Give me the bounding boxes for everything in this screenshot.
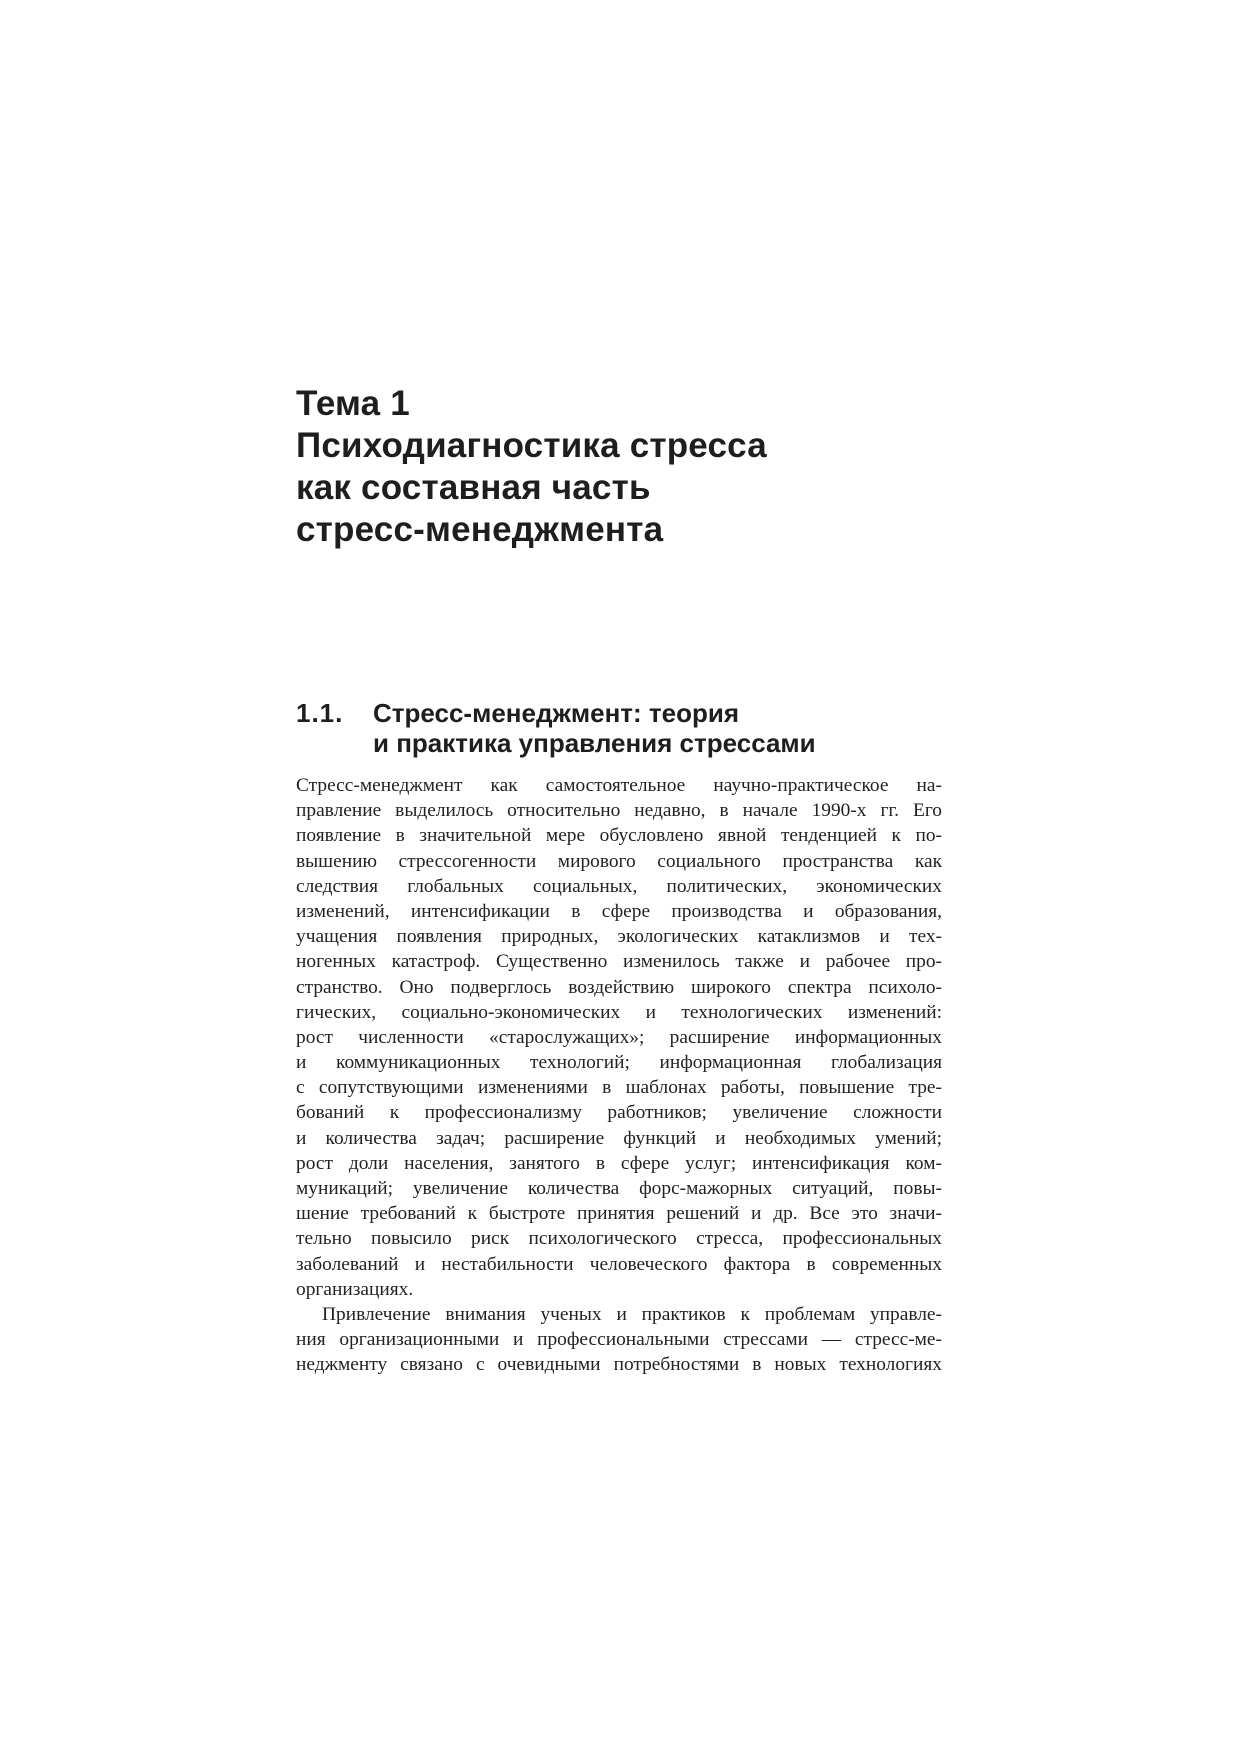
body-text <box>296 773 942 1378</box>
paragraph <box>296 1302 942 1378</box>
text-line: Привлечение внимания ученых и практиков к проблемам управле- <box>322 1303 942 1325</box>
text-line: тельно повысило риск психологического стресса, профессиональных <box>296 1228 942 1250</box>
text-line: странство. Оно подверглось воздействию широкого спектра психоло- <box>296 976 942 998</box>
text-line: с сопутствующими изменениями в шаблонах работы, повышение тре- <box>296 1077 942 1099</box>
section-title-line: Стресс-менеджмент: теория <box>373 698 740 728</box>
text-line: бований к профессионализму работников; увеличение сложности <box>296 1102 942 1124</box>
section-number: 1.1. <box>296 698 344 728</box>
text-line: изменений, интенсификации в сфере производства и образования, <box>296 900 942 922</box>
chapter-heading-line: как составная часть <box>296 468 651 507</box>
chapter-heading-line: Психодиагностика стресса <box>296 426 767 465</box>
text-line: следствия глобальных социальных, политических, экономических <box>296 875 942 897</box>
text-line: и количества задач; расширение функций и необходимых умений; <box>296 1127 942 1149</box>
text-line: рост доли населения, занятого в сфере услуг; интенсификация ком- <box>296 1152 942 1174</box>
text-line: ногенных катастроф. Существенно изменилось также и рабочее про- <box>296 951 942 973</box>
text-line: гических, социально-экономических и технологических изменений: <box>296 1001 942 1023</box>
text-line: ния организационными и профессиональными стрессами — стресс-ме- <box>296 1329 942 1351</box>
text-line: появление в значительной мере обусловлено явной тенденцией к по- <box>296 825 942 847</box>
chapter-heading-line: стресс-менеджмента <box>296 510 664 549</box>
chapter-heading <box>296 383 1016 551</box>
paragraph <box>296 773 942 1302</box>
section-title <box>373 698 816 758</box>
text-line: неджменту связано с очевидными потребностями в новых технологиях <box>296 1354 942 1376</box>
text-line: и коммуникационных технологий; информационная глобализация <box>296 1052 942 1074</box>
text-line: муникаций; увеличение количества форс-мажорных ситуаций, повы- <box>296 1178 942 1199</box>
text-line: учащения появления природных, экологических катаклизмов и тех- <box>296 926 942 948</box>
section-title-line: и практика управления стрессами <box>373 728 816 758</box>
text-line: организациях. <box>296 1278 414 1300</box>
text-line: шение требований к быстроте принятия решений и др. Все это значи- <box>296 1203 942 1225</box>
text-line: вышению стрессогенности мирового социального пространства как <box>296 850 942 872</box>
text-line: заболеваний и нестабильности человеческого фактора в современных <box>296 1253 942 1275</box>
text-line: Стресс-менеджмент как самостоятельное научно-практическое на- <box>296 775 942 796</box>
text-line: рост численности «старослужащих»; расширение информационных <box>296 1026 942 1048</box>
text-line: правление выделилось относительно недавно, в начале 1990-х гг. Его <box>296 800 942 822</box>
chapter-heading-line: Тема 1 <box>296 384 410 423</box>
